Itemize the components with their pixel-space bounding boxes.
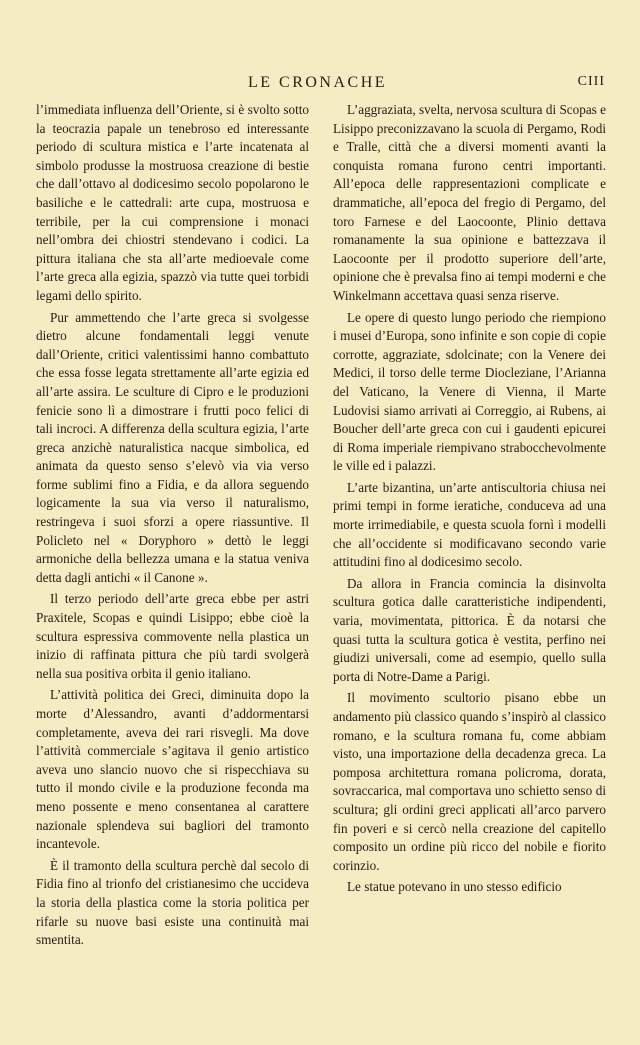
paragraph: È il tramonto della scultura perchè dal secolo di Fidia fino al trionfo del cristianesimo che uccideva la storia della plastica come la storia politica per rifarle su nuove basi esiste una continuità mai smentita. — [36, 857, 309, 948]
paragraph: Il terzo periodo dell’arte greca ebbe per astri Praxitele, Scopas e quindi Lisippo; ebbe cioè la scultura espressiva commovente nella plastica un inizio di raffinata pittura che più tardi svolgerà nella sua positiva orbita il genio italiano. — [36, 591, 309, 681]
page-header — [30, 74, 605, 96]
paragraph: Pur ammettendo che l’arte greca si svolgesse dietro alcune fondamentali leggi venute dall’Oriente, critici valentissimi hanno combattuto che essa fosse legata strettamente all’arte egizia ed all’arte assira. Le sculture di Cipro e le produzioni fenicie sono lì a dimostrare i frutti poco felici di tali incroci. A differenza della scultura egizia, l’arte greca anzichè naturalistica nacque simbolica, ed animata da questo senso s’elevò via via verso forme sublimi fino a Fidia, e da allora seguendo logicamente la sua via verso il naturalismo, restringeva i suoi sforzi a opere riassuntive. Il Policleto nel « Doryphoro » dettò le leggi armoniche della bellezza umana e la statua veniva detta dagli antichi « il Canone ». — [36, 309, 309, 585]
running-title: LE CRONACHE — [247, 74, 388, 91]
paragraph: L’attività politica dei Greci, diminuita dopo la morte d’Alessandro, avanti d’addormentarsi completamente, aveva dei rari risvegli. Ma dove l’attività commerciale s’agitava il genio artistico aveva uno slancio nuovo che si rispecchiava su tutto il mondo civile e la produzione feconda ma meno possente e meno consentanea al carattere nazionale splendeva sui bagliori del tramonto incantevole. — [36, 687, 309, 852]
paragraph: Da allora in Francia comincia la disinvolta scultura gotica dalle caratteristiche indipendenti, varia, movimentata, pittorica. È da notarsi che quasi tutta la scultura gotica è vestita, perfino nei giudizi universali, come ad esempio, quello sulla porta di Notre-Dame a Parigi. — [333, 575, 606, 684]
text-columns — [30, 101, 610, 1001]
paragraph: Le opere di questo lungo periodo che riempiono i musei d’Europa, sono infinite e son copie di copie corrotte, aggraziate, sdolcinate; con la Venere dei Medici, il torso delle terme Diocleziane, l’Arianna del Vaticano, la Venere di Vienna, il Marte Ludovisi siamo arrivati ai Correggio, ai Rubens, ai Boucher dell’arte greca con cui i gaudenti epicurei di Roma imperiale riempivano strabocchevolmente le ville ed i palazzi. — [333, 309, 606, 474]
page-number: CIII — [577, 74, 605, 89]
left-column — [36, 101, 309, 950]
paragraph: l’immediata influenza dell’Oriente, si è svolto sotto la teocrazia papale un tenebroso ed interessante periodo di scultura mistica e l’arte incatenata al simbolo produsse la mostruosa creazione di bestie che dall’ottavo al dodicesimo secolo popolarono le basiliche e le cattedrali: arte cupa, mostruosa e terribile, per la cui comprensione i monaci nell’ombra dei chiostri stendevano i codici. La pittura italiana che sta all’arte medioevale come l’arte greca alla egizia, spazzò via tutte quei torbidi legami dello spirito. — [36, 102, 309, 303]
paragraph: Il movimento scultorio pisano ebbe un andamento più classico quando s’inspirò al classico romano, e la scultura romana fu, come abbiam visto, una importazione della decadenza greca. La pomposa architettura romana policroma, dorata, sovraccarica, mal comportava uno schietto senso di scultura; gli ordini greci applicati all’arco parvero fin poveri e si cercò nella creazione del capitello composito un ordine più ricco del nobile e fiorito corinzio. — [333, 690, 606, 873]
right-column — [333, 101, 606, 897]
paragraph: L’arte bizantina, un’arte antiscultoria chiusa nei primi tempi in forme ieratiche, conduceva ad una morte irrimediabile, e questa scuola fornì i modelli che all’occidente si modificavano secondo varie attitudini fino al dodicesimo secolo. — [333, 479, 606, 570]
paragraph: L’aggraziata, svelta, nervosa scultura di Scopas e Lisippo preconizzavano la scuola di Pergamo, Rodi e Tralle, città che a diversi momenti avanti la conquista romana furono centri importanti. All’epoca delle rappresentazioni complicate e drammatiche, all’epoca del fregio di Pergamo, del toro Farnese e del Laocoonte, Plinio dettava romanamente la sua opinione e battezzava il Laocoonte per il prodotto superiore dell’arte, opinione che è prevalsa fino ai tempi moderni e che Winkelmann accettava quasi senza riserve. — [333, 102, 606, 303]
paragraph: Le statue potevano in uno stesso edificio — [347, 879, 562, 895]
